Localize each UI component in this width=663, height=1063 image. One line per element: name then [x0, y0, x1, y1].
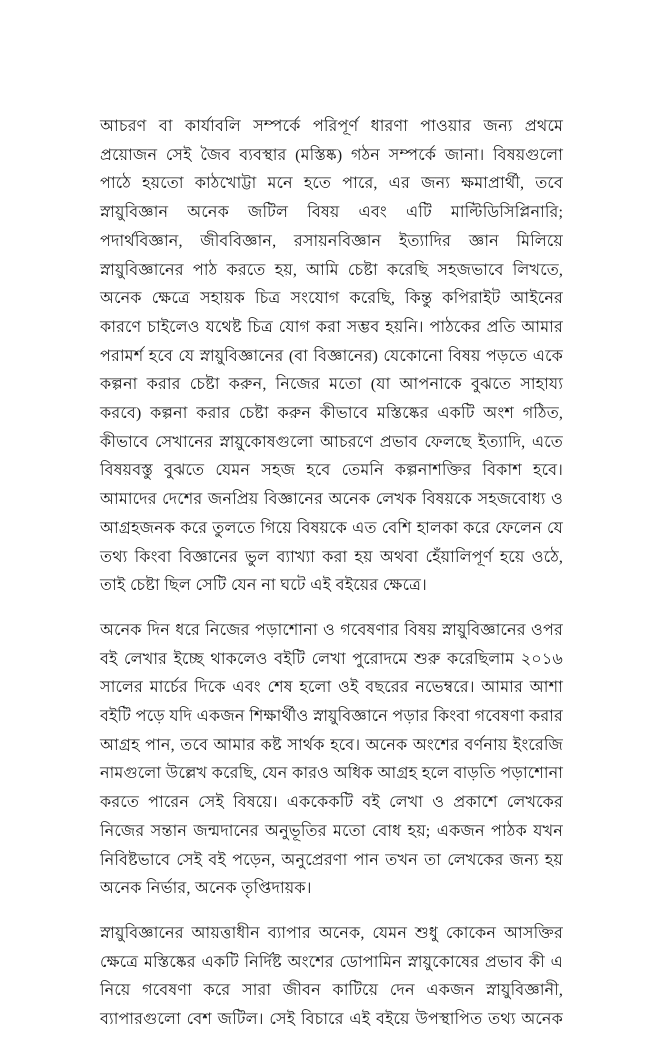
paragraph-2: অনেক দিন ধরে নিজের পড়াশোনা ও গবেষণার বিষয় স্নায়ুবিজ্ঞানের ওপর বই লেখার ইচ্ছে থাকলেও বইটি লেখা পুরোদমে শুরু করেছিলাম ২০১৬ সালের মার্চের দিকে এবং শেষ হলো ওই বছরের নভেম্বরে। আমার আশা বইটি পড়ে যদি একজন শিক্ষার্থীও স্নায়ুবিজ্ঞানে পড়ার কিংবা গবেষণা করার আগ্রহ পান, তবে আমার কষ্ট সার্থক হবে। অনেক অংশের বর্ণনায় ইংরেজি নামগুলো উল্লেখ করেছি, যেন কারও অধিক আগ্রহ হলে বাড়তি পড়াশোনা করতে পারেন সেই বিষয়ে। এককেকটি বই লেখা ও প্রকাশে লেখকের নিজের সন্তান জন্মদানের অনুভূতির মতো বোধ হয়; একজন পাঠক যখন নিবিষ্টভাবে সেই বই পড়েন, অনুপ্রেরণা পান তখন তা লেখকের জন্য হয় অনেক নির্ভার, অনেক তৃপ্তিদায়ক।	[100, 620, 563, 898]
paragraph-3: স্নায়ুবিজ্ঞানের আয়ত্তাধীন ব্যাপার অনেক, যেমন শুধু কোকেন আসক্তির ক্ষেত্রে মস্তিষ্কের একটি নির্দিষ্ট অংশের ডোপামিন স্নায়ুকোষের প্রভাব কী এ নিয়ে গবেষণা করে সারা জীবন কাটিয়ে দেন একজন স্নায়ুবিজ্ঞানী, ব্যাপারগুলো বেশ জটিল। সেই বিচারে এই বইয়ে উপস্থাপিত তথ্য অনেক	[100, 923, 563, 1029]
paragraph-1: আচরণ বা কার্যাবলি সম্পর্কে পরিপূর্ণ ধারণা পাওয়ার জন্য প্রথমে প্রয়োজন সেই জৈব ব্যবস্থার (মস্তিষ্ক) গঠন সম্পর্কে জানা। বিষয়গুলো পাঠে হয়তো কাঠখোট্টা মনে হতে পারে, এর জন্য ক্ষমাপ্রার্থী, তবে স্নায়ুবিজ্ঞান অনেক জটিল বিষয় এবং এটি মাল্টিডিসিপ্লিনারি; পদার্থবিজ্ঞান, জীববিজ্ঞান, রসায়নবিজ্ঞান ইত্যাদির জ্ঞান মিলিয়ে স্নায়ুবিজ্ঞানের পাঠ করতে হয়, আমি চেষ্টা করেছি সহজভাবে লিখতে, অনেক ক্ষেত্রে সহায়ক চিত্র সংযোগ করেছি, কিন্তু কপিরাইট আইনের কারণে চাইলেও যথেষ্ট চিত্র যোগ করা সম্ভব হয়নি। পাঠকের প্রতি আমার পরামর্শ হবে যে স্নায়ুবিজ্ঞানের (বা বিজ্ঞানের) যেকোনো বিষয় পড়তে একে কল্পনা করার চেষ্টা করুন, নিজের মতো (যা আপনাকে বুঝতে সাহায্য করবে) কল্পনা করার চেষ্টা করুন কীভাবে মস্তিষ্কের একটি অংশ গঠিত, কীভাবে সেখানের স্নায়ুকোষগুলো আচরণে প্রভাব ফেলছে ইত্যাদি, এতে বিষয়বস্তু বুঝতে যেমন সহজ হবে তেমনি কল্পনাশক্তির বিকাশ হবে। আমাদের দেশের জনপ্রিয় বিজ্ঞানের অনেক লেখক বিষয়কে সহজবোধ্য ও আগ্রহজনক করে তুলতে গিয়ে বিষয়কে এত বেশি হালকা করে ফেলেন যে তথ্য কিংবা বিজ্ঞানের ভুল ব্যাখ্যা করা হয় অথবা হেঁয়ালিপূর্ণ হয়ে ওঠে, তাই চেষ্টা ছিল সেটি যেন না ঘটে এই বইয়ের ক্ষেত্রে।	[100, 117, 563, 595]
body-text-column	[100, 112, 563, 1063]
